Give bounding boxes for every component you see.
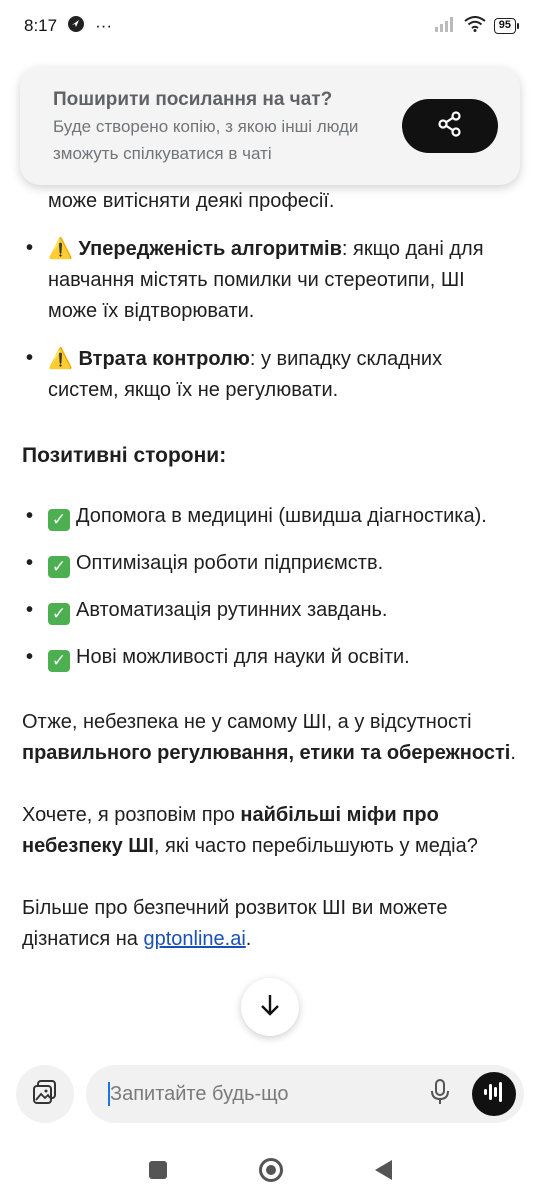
list-item [22,595,518,626]
list-item [22,343,518,406]
back-button[interactable] [375,1160,392,1180]
signal-icon [434,16,456,37]
positives-heading: Позитивні сторони: [22,444,227,467]
conclusion-bold: правильного регулювання, етики та обережності [22,742,511,764]
positives-list [22,501,518,673]
messenger-icon [67,15,85,38]
list-item [22,233,518,327]
warning-icon: ⚠️ [48,346,73,370]
question-text: Хочете, я розповім про [22,804,241,826]
share-link-prompt [20,67,520,185]
positive-text: Автоматизація рутинних завдань. [76,599,388,621]
system-nav-bar [0,1140,540,1200]
question-bold: найбільші міфи про небезпеку ШІ [22,804,439,857]
status-time: 8:17 [24,16,58,35]
gptonline-link[interactable]: gptonline.ai [143,928,246,950]
list-item [22,642,518,673]
footer-text: Більше про безпечний розвиток ШІ ви можете дізнатися на [22,897,448,950]
positive-text: Допомога в медицині (швидша діагностика). [76,505,487,527]
question-paragraph [22,800,518,862]
question-end: , які часто перебільшують у медіа? [153,835,478,857]
partial-line: може витісняти деякі професії. [48,190,335,212]
positive-text: Нові можливості для науки й освіти. [76,646,410,668]
list-item [22,548,518,579]
voice-waveform-icon [482,1081,506,1108]
risks-list [22,233,518,406]
attach-button[interactable] [16,1065,74,1123]
voice-mode-button[interactable] [472,1072,516,1116]
message-input[interactable] [106,1065,416,1123]
chat-message [0,52,540,1052]
arrow-down-icon [257,992,283,1023]
risk-title: Втрата контролю [78,348,250,370]
risk-text: : у випадку складних систем, якщо їх не регулювати. [48,348,443,401]
share-icon [437,111,463,142]
risk-text: : якщо дані для навчання містять помилки чи стереотипи, ШІ може їх відтворювати. [48,238,484,322]
risk-title: Упередженість алгоритмів [78,238,342,260]
battery-indicator: 95 [494,18,516,34]
share-button[interactable] [402,99,498,153]
warning-icon: ⚠️ [48,236,73,260]
footer-end: . [245,928,252,950]
checkmark-icon: ✓ [48,509,70,531]
wifi-icon [464,16,486,37]
home-button[interactable] [259,1158,283,1182]
conclusion-paragraph [22,707,518,769]
footer-paragraph [22,893,518,955]
scroll-to-bottom-button[interactable] [241,978,299,1036]
conclusion-text: Отже, небезпека не у самому ШІ, а у відсутності [22,711,472,733]
checkmark-icon: ✓ [48,650,70,672]
image-gallery-icon [31,1078,59,1111]
positive-text: Оптимізація роботи підприємств. [76,552,384,574]
checkmark-icon: ✓ [48,603,70,625]
checkmark-icon: ✓ [48,556,70,578]
status-bar [0,0,540,52]
message-composer [86,1065,524,1123]
recent-apps-button[interactable] [149,1161,167,1179]
share-prompt-title: Поширити посилання на чат? [53,89,333,110]
more-notifications-icon: ··· [95,16,113,35]
mic-icon [429,1078,451,1111]
list-item [22,501,518,532]
share-prompt-description: Буде створено копію, з якою інші люди зможуть спілкуватися в чаті [53,117,359,163]
mic-button[interactable] [420,1074,460,1114]
conclusion-end: . [510,742,516,764]
